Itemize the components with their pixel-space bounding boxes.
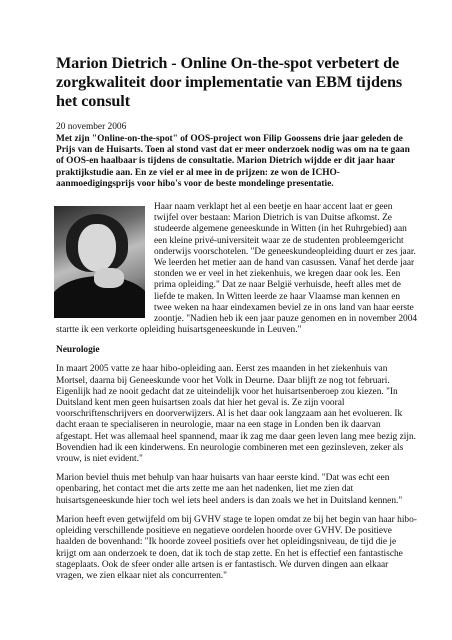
article [56,54,418,582]
body-paragraph: In maart 2005 vatte ze haar hibo-opleiding aan. Eerst zes maanden in het ziekenhuis van Mortsel, daarna bij Geneeskunde voor het Volk in Deurne. Daar blijft ze nog tot februari. Eigenlijk had ze nooit gedacht dat ze uiteindelijk voor het huisartsenberoep zou kiezen. "In Duitsland kent men geen huisartsen zoals dat hier het geval is. Ze zijn vooral voorschriftenschrijvers en doorverwijzers. Al is het daar ook langzaam aan het evolueren. Ik dacht eraan te specialiseren in neurologie, maar na een stage in Londen ben ik daarvan afgestapt. Het was allemaal heel spannend, maar ik zag me daar geen leven lang mee bezig zijn. Bovendien had ik een kinderwens. En neurologie combineren met een gezinsleven, zeker als vrouw, is niet evident." [56,364,416,465]
body-paragraph: Marion heeft even getwijfeld om bij GVHV stage te lopen omdat ze bij het begin van haar hibo-opleiding verschillende positieve en negatieve oordelen hoorde over GVHV. De positieve haalden de bovenhand: "Ik hoorde zoveel positiefs over het opleidingsniveau, de tijd die je krijgt om aan onderzoek te doen, dat ik toch de stap zette. En het is effectief een fantastische stageplaats. Ook de sfeer onder alle artsen is er fantastisch. We durven dingen aan elkaar vragen, we zien elkaar niet als concurrenten." [56,514,417,581]
article-lead: Met zijn "Online-on-the-spot" of OOS-project won Filip Goossens drie jaar geleden de Prijs van de Huisarts. Toen al stond vast dat er meer onderzoek nodig was om na te gaan of OOS-en haalbaar is tijdens de consultatie. Marion Dietrich wijdde er dit jaar haar praktijkstudie aan. En ze viel er al mee in de prijzen: ze won de ICHO-aanmoedigingsprijs voor hibo's voor de beste mondelinge presentatie. [56,134,410,189]
body-paragraph: Marion beviel thuis met behulp van haar huisarts van haar eerste kind. "Dat was echt een openbaring, het contact met die arts zette me aan het nadenken, liet me zien dat huisartsgeneeskunde hier toch wel iets heel anders is dan zoals we het in Duitsland kennen." [56,473,403,506]
article-title: Marion Dietrich - Online On-the-spot verbetert de zorgkwaliteit door implementatie van EBM tijdens het consult [56,54,403,110]
intro-block [56,202,418,336]
article-date: 20 november 2006 [56,122,127,132]
portrait-photo [54,206,145,318]
section-heading: Neurologie [56,345,100,356]
intro-paragraph: Haar naam verklapt het al een beetje en haar accent laat er geen twijfel over bestaan: Marion Dietrich is van Duitse afkomst. Ze studeerde algemene geneeskunde in Witten (in het Ruhrgebied) aan een kleine privé-universiteit waar ze de studenten probleemgericht onderwijs voorschotelen. "De geneeskundeopleiding duurt er zes jaar. We leerden het metier aan de hand van casussen. Vanaf het derde jaar stonden we er veel in het ziekenhuis, we kregen daar ook les. Een prima opleiding." Dat ze naar België verhuisde, heeft alles met de liefde te maken. In Witten leerde ze haar Vlaamse man kennen en twee weken na haar eindexamen beviel ze in ons land van haar eerste zoontje. "Nadien heb ik een jaar pauze genomen en in november 2004 startte ik een verkorte opleiding huisartsgeneeskunde in Leuven." [56,202,418,336]
